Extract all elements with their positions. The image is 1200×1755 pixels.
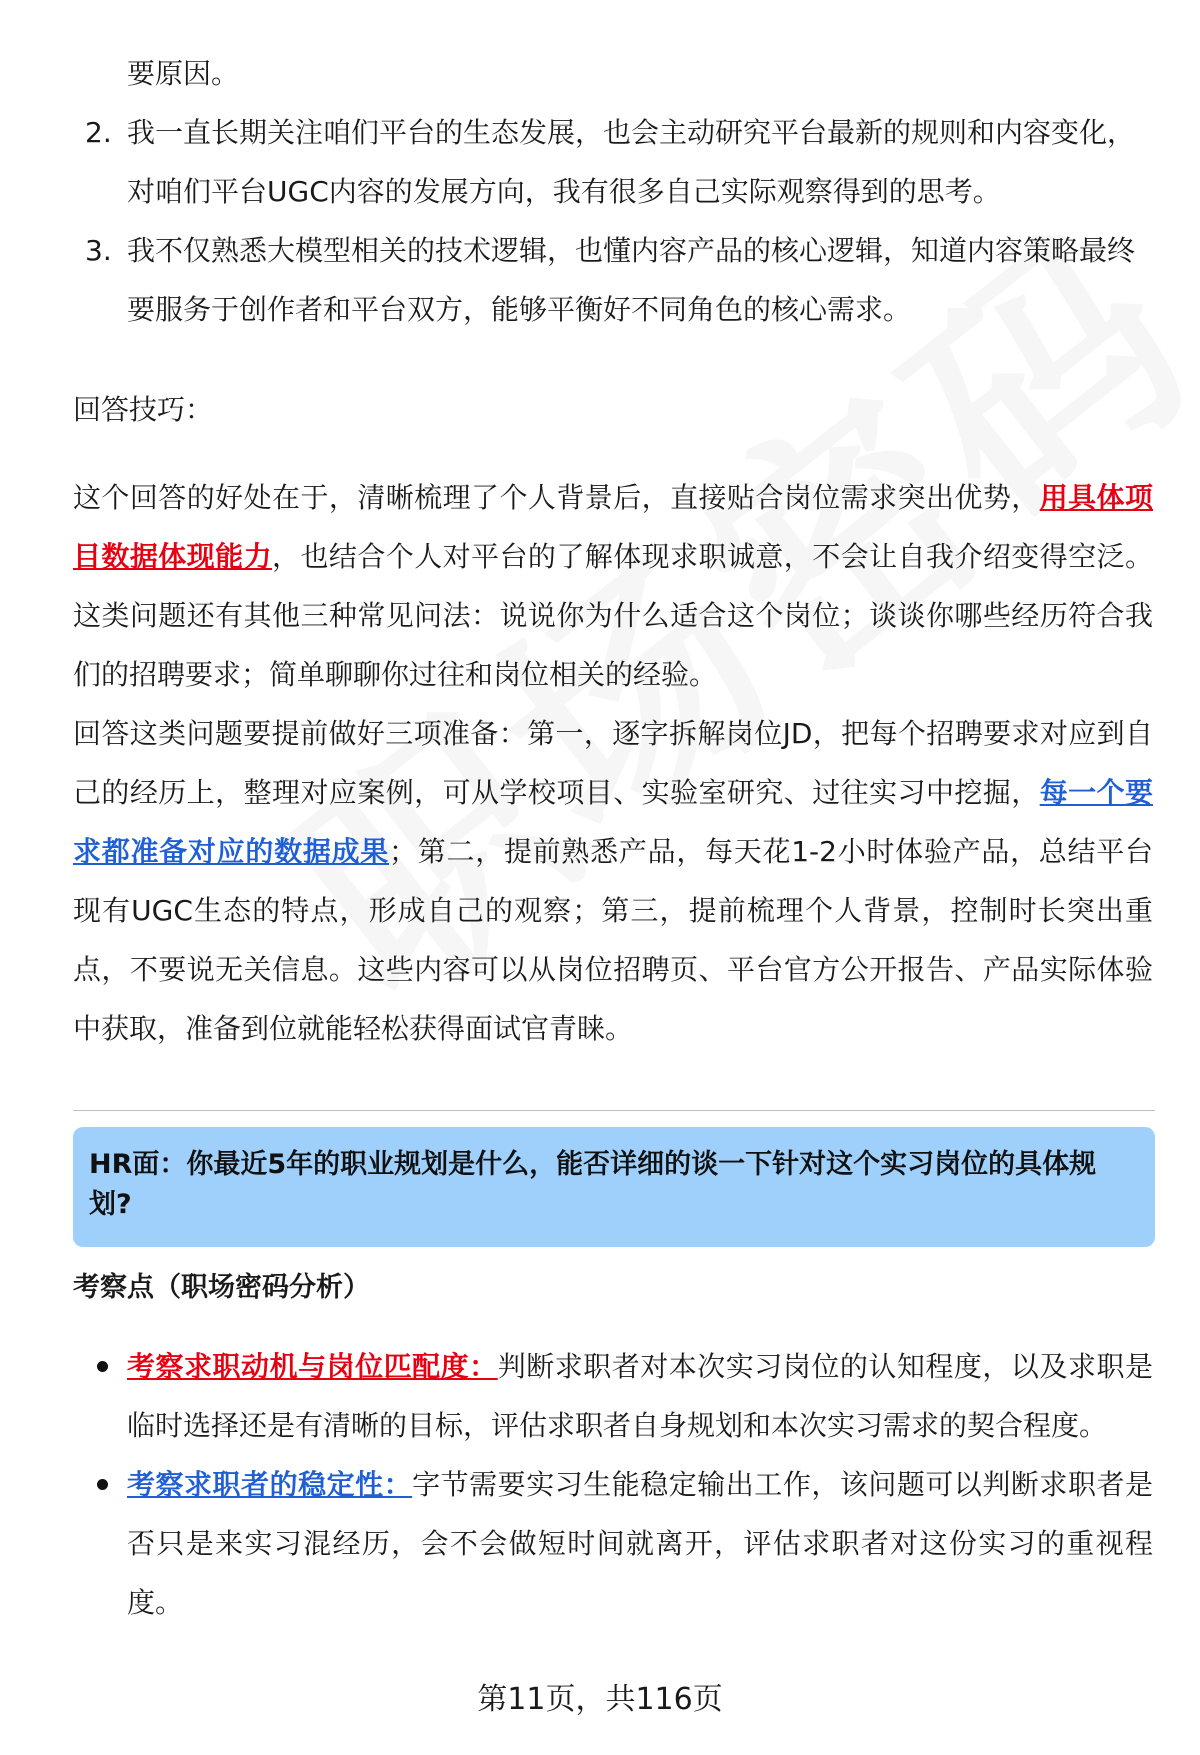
tips-text: ；第二，提前熟悉产品，每天花1-2小时体验产品，总结平台现有UGC生态的特点，形成自己的观察；第三，提前梳理个人背景，控制时长突出重点，不要说无关信息。这些内容可以从岗位招聘页、平台官方公开报告、产品实际体验中获取，准备到位就能轻松获得面试官青睐。 xyxy=(73,835,1153,1045)
bullet-icon xyxy=(97,1361,108,1372)
list-item-text: 要原因。 xyxy=(127,57,240,90)
section-divider xyxy=(73,1110,1155,1111)
reasons-list xyxy=(73,44,1153,339)
bullet-icon xyxy=(97,1479,108,1490)
list-number: 3. xyxy=(85,234,112,267)
tips-paragraph-1 xyxy=(73,468,1153,704)
list-item xyxy=(73,1337,1153,1455)
analysis-list xyxy=(73,1337,1153,1632)
list-item xyxy=(73,221,1153,339)
analysis-item-title: 考察求职者的稳定性： xyxy=(127,1468,413,1501)
list-item-text: 我不仅熟悉大模型相关的技术逻辑，也懂内容产品的核心逻辑，知道内容策略最终要服务于创作者和平台双方，能够平衡好不同角色的核心需求。 xyxy=(127,234,1136,326)
tips-text: 回答这类问题要提前做好三项准备：第一，逐字拆解岗位JD，把每个招聘要求对应到自己的经历上，整理对应案例，可从学校项目、实验室研究、过往实习中挖掘， xyxy=(73,717,1153,809)
tips-label: 回答技巧： xyxy=(73,393,214,426)
list-item xyxy=(73,1455,1153,1632)
list-item xyxy=(73,103,1153,221)
list-number: 2. xyxy=(85,116,112,149)
tips-paragraph-2 xyxy=(73,704,1153,1058)
tips-text: ，也结合个人对平台的了解体现求职诚意，不会让自我介绍变得空泛。这类问题还有其他三种常见问法：说说你为什么适合这个岗位；谈谈你哪些经历符合我们的招聘要求；简单聊聊你过往和岗位相关的经验。 xyxy=(73,540,1153,691)
highlight-blue: 每一个要求都准备对应的数据成果 xyxy=(73,776,1153,868)
tips-text: 这个回答的好处在于，清晰梳理了个人背景后，直接贴合岗位需求突出优势， xyxy=(73,481,1040,514)
list-item-text: 我一直长期关注咱们平台的生态发展，也会主动研究平台最新的规则和内容变化，对咱们平台UGC内容的发展方向，我有很多自己实际观察得到的思考。 xyxy=(127,116,1136,208)
question-text: HR面：你最近5年的职业规划是什么，能否详细的谈一下针对这个实习岗位的具体规划? xyxy=(89,1149,1097,1220)
analysis-item-title: 考察求职动机与岗位匹配度： xyxy=(127,1350,498,1383)
highlight-red: 用具体项目数据体现能力 xyxy=(73,481,1153,573)
page-number: 第11页，共116页 xyxy=(477,1682,723,1717)
list-item xyxy=(73,44,1153,103)
question-box xyxy=(73,1127,1155,1247)
analysis-item-text: 字节需要实习生能稳定输出工作，该问题可以判断求职者是否只是来实习混经历，会不会做短时间就离开，评估求职者对这份实习的重视程度。 xyxy=(127,1468,1153,1619)
analysis-item-text: 判断求职者对本次实习岗位的认知程度，以及求职是临时选择还是有清晰的目标，评估求职者自身规划和本次实习需求的契合程度。 xyxy=(127,1350,1153,1442)
analysis-heading: 考察点（职场密码分析） xyxy=(73,1272,370,1303)
